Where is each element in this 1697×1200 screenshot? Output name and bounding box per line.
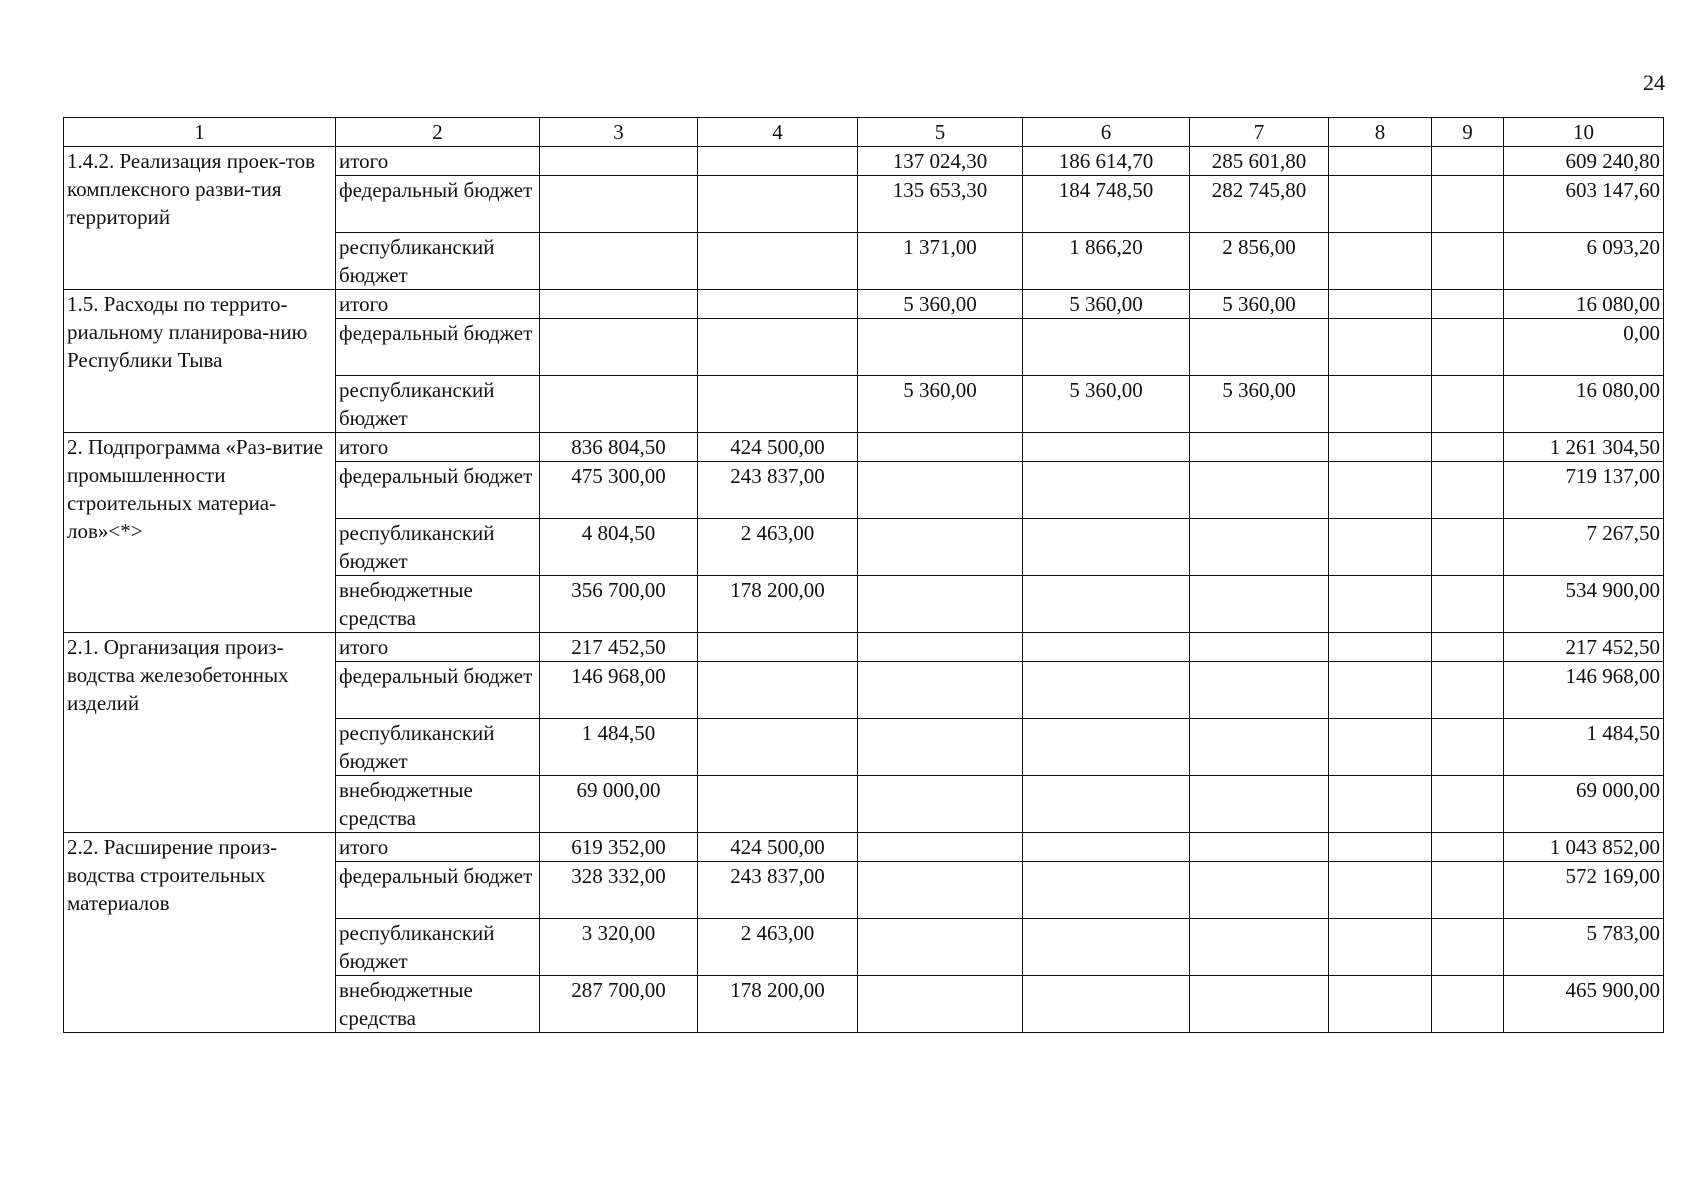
funding-source: республиканский бюджет	[336, 233, 540, 290]
funding-source: итого	[336, 290, 540, 319]
total-value: 217 452,50	[1504, 633, 1664, 662]
year-value: 69 000,00	[540, 776, 698, 833]
year-value	[1329, 233, 1432, 290]
year-value	[698, 290, 858, 319]
column-header: 5	[858, 118, 1023, 147]
table-row	[64, 147, 1664, 176]
funding-source: внебюджетные средства	[336, 576, 540, 633]
year-value: 5 360,00	[858, 376, 1023, 433]
year-value: 1 866,20	[1023, 233, 1190, 290]
funding-source: республиканский бюджет	[336, 919, 540, 976]
year-value	[1329, 433, 1432, 462]
year-value: 146 968,00	[540, 662, 698, 719]
year-value	[858, 862, 1023, 919]
year-value	[858, 319, 1023, 376]
table-body	[64, 147, 1664, 1033]
year-value	[1432, 176, 1504, 233]
year-value	[1329, 519, 1432, 576]
year-value: 178 200,00	[698, 576, 858, 633]
year-value: 282 745,80	[1190, 176, 1329, 233]
funding-source: внебюджетные средства	[336, 776, 540, 833]
header-row	[64, 118, 1664, 147]
year-value: 287 700,00	[540, 976, 698, 1033]
year-value	[858, 776, 1023, 833]
funding-source: итого	[336, 833, 540, 862]
year-value	[1023, 719, 1190, 776]
year-value: 4 804,50	[540, 519, 698, 576]
year-value	[1432, 919, 1504, 976]
year-value	[1190, 976, 1329, 1033]
funding-source: внебюджетные средства	[336, 976, 540, 1033]
page-number: 24	[1643, 70, 1665, 95]
year-value: 5 360,00	[1023, 376, 1190, 433]
year-value: 1 484,50	[540, 719, 698, 776]
total-value: 1 261 304,50	[1504, 433, 1664, 462]
year-value	[1432, 719, 1504, 776]
year-value	[540, 147, 698, 176]
funding-source: федеральный бюджет	[336, 319, 540, 376]
year-value	[698, 233, 858, 290]
year-value	[1023, 319, 1190, 376]
column-header: 10	[1504, 118, 1664, 147]
year-value: 5 360,00	[1023, 290, 1190, 319]
year-value	[698, 147, 858, 176]
program-item-name: 1.5. Расходы по террито-риальному планирова-нию Республики Тыва	[64, 290, 336, 433]
year-value: 5 360,00	[858, 290, 1023, 319]
year-value	[540, 233, 698, 290]
column-header: 6	[1023, 118, 1190, 147]
year-value	[1023, 433, 1190, 462]
year-value	[698, 176, 858, 233]
year-value	[1432, 319, 1504, 376]
year-value	[1190, 662, 1329, 719]
column-header: 8	[1329, 118, 1432, 147]
year-value	[1329, 776, 1432, 833]
year-value	[1190, 576, 1329, 633]
year-value	[540, 290, 698, 319]
funding-source: итого	[336, 433, 540, 462]
program-item-name: 2.1. Организация произ-водства железобетонных изделий	[64, 633, 336, 833]
year-value	[698, 319, 858, 376]
year-value: 135 653,30	[858, 176, 1023, 233]
year-value	[1190, 319, 1329, 376]
total-value: 603 147,60	[1504, 176, 1664, 233]
total-value: 609 240,80	[1504, 147, 1664, 176]
year-value: 2 463,00	[698, 919, 858, 976]
table-row	[64, 433, 1664, 462]
year-value	[1432, 833, 1504, 862]
year-value: 3 320,00	[540, 919, 698, 976]
year-value	[1329, 662, 1432, 719]
year-value	[1432, 147, 1504, 176]
funding-source: итого	[336, 633, 540, 662]
year-value	[1432, 290, 1504, 319]
year-value	[1190, 433, 1329, 462]
funding-source: итого	[336, 147, 540, 176]
table-row	[64, 633, 1664, 662]
total-value: 465 900,00	[1504, 976, 1664, 1033]
year-value	[1190, 519, 1329, 576]
year-value	[1432, 862, 1504, 919]
year-value: 178 200,00	[698, 976, 858, 1033]
year-value	[540, 176, 698, 233]
year-value	[540, 376, 698, 433]
year-value	[1023, 862, 1190, 919]
column-header: 2	[336, 118, 540, 147]
year-value	[1329, 147, 1432, 176]
table-row	[64, 833, 1664, 862]
year-value	[1023, 776, 1190, 833]
year-value	[1190, 833, 1329, 862]
year-value	[698, 662, 858, 719]
year-value	[1329, 919, 1432, 976]
year-value	[1329, 976, 1432, 1033]
year-value	[1432, 433, 1504, 462]
year-value	[1023, 462, 1190, 519]
year-value	[1023, 633, 1190, 662]
column-header: 7	[1190, 118, 1329, 147]
year-value	[1329, 319, 1432, 376]
year-value	[858, 633, 1023, 662]
year-value: 186 614,70	[1023, 147, 1190, 176]
total-value: 719 137,00	[1504, 462, 1664, 519]
year-value: 285 601,80	[1190, 147, 1329, 176]
budget-table	[63, 117, 1664, 1033]
year-value	[698, 776, 858, 833]
total-value: 16 080,00	[1504, 376, 1664, 433]
year-value	[1190, 719, 1329, 776]
column-header: 9	[1432, 118, 1504, 147]
year-value	[858, 433, 1023, 462]
year-value	[1432, 633, 1504, 662]
year-value	[1432, 776, 1504, 833]
year-value	[1432, 976, 1504, 1033]
year-value	[1329, 633, 1432, 662]
year-value	[1432, 519, 1504, 576]
year-value	[1190, 919, 1329, 976]
year-value: 424 500,00	[698, 833, 858, 862]
year-value	[858, 519, 1023, 576]
total-value: 146 968,00	[1504, 662, 1664, 719]
year-value	[858, 462, 1023, 519]
year-value: 475 300,00	[540, 462, 698, 519]
year-value: 619 352,00	[540, 833, 698, 862]
year-value	[858, 662, 1023, 719]
year-value	[1432, 576, 1504, 633]
total-value: 1 484,50	[1504, 719, 1664, 776]
year-value	[1329, 719, 1432, 776]
year-value	[698, 376, 858, 433]
year-value: 184 748,50	[1023, 176, 1190, 233]
year-value	[1023, 919, 1190, 976]
column-header: 4	[698, 118, 858, 147]
year-value	[858, 576, 1023, 633]
total-value: 534 900,00	[1504, 576, 1664, 633]
year-value	[1432, 376, 1504, 433]
year-value	[1190, 462, 1329, 519]
year-value	[1190, 633, 1329, 662]
funding-source: республиканский бюджет	[336, 376, 540, 433]
year-value	[858, 833, 1023, 862]
total-value: 69 000,00	[1504, 776, 1664, 833]
year-value	[1329, 290, 1432, 319]
year-value	[698, 633, 858, 662]
year-value	[1329, 376, 1432, 433]
program-item-name: 2. Подпрограмма «Раз-витие промышленности строительных материа-лов»<*>	[64, 433, 336, 633]
program-item-name: 2.2. Расширение произ-водства строительных материалов	[64, 833, 336, 1033]
year-value	[1190, 776, 1329, 833]
year-value: 1 371,00	[858, 233, 1023, 290]
year-value	[1329, 862, 1432, 919]
year-value: 356 700,00	[540, 576, 698, 633]
column-header: 1	[64, 118, 336, 147]
year-value	[1432, 662, 1504, 719]
total-value: 1 043 852,00	[1504, 833, 1664, 862]
year-value: 836 804,50	[540, 433, 698, 462]
year-value	[1432, 233, 1504, 290]
funding-source: федеральный бюджет	[336, 662, 540, 719]
year-value	[858, 719, 1023, 776]
year-value: 2 463,00	[698, 519, 858, 576]
total-value: 7 267,50	[1504, 519, 1664, 576]
funding-source: федеральный бюджет	[336, 176, 540, 233]
year-value: 2 856,00	[1190, 233, 1329, 290]
year-value	[1329, 833, 1432, 862]
year-value	[540, 319, 698, 376]
program-item-name: 1.4.2. Реализация проек-тов комплексного разви-тия территорий	[64, 147, 336, 290]
year-value	[1329, 462, 1432, 519]
total-value: 572 169,00	[1504, 862, 1664, 919]
year-value: 217 452,50	[540, 633, 698, 662]
funding-source: республиканский бюджет	[336, 719, 540, 776]
year-value	[858, 919, 1023, 976]
total-value: 0,00	[1504, 319, 1664, 376]
year-value	[1329, 176, 1432, 233]
table-row	[64, 290, 1664, 319]
total-value: 16 080,00	[1504, 290, 1664, 319]
year-value	[1023, 519, 1190, 576]
year-value: 424 500,00	[698, 433, 858, 462]
year-value	[1023, 576, 1190, 633]
year-value: 5 360,00	[1190, 290, 1329, 319]
funding-source: республиканский бюджет	[336, 519, 540, 576]
column-header: 3	[540, 118, 698, 147]
year-value: 328 332,00	[540, 862, 698, 919]
funding-source: федеральный бюджет	[336, 862, 540, 919]
year-value	[1023, 662, 1190, 719]
year-value	[698, 719, 858, 776]
year-value	[1190, 862, 1329, 919]
year-value: 243 837,00	[698, 462, 858, 519]
year-value: 5 360,00	[1190, 376, 1329, 433]
total-value: 5 783,00	[1504, 919, 1664, 976]
year-value	[1023, 833, 1190, 862]
year-value	[1023, 976, 1190, 1033]
year-value	[1432, 462, 1504, 519]
year-value	[1329, 576, 1432, 633]
year-value: 243 837,00	[698, 862, 858, 919]
funding-source: федеральный бюджет	[336, 462, 540, 519]
year-value	[858, 976, 1023, 1033]
year-value: 137 024,30	[858, 147, 1023, 176]
total-value: 6 093,20	[1504, 233, 1664, 290]
